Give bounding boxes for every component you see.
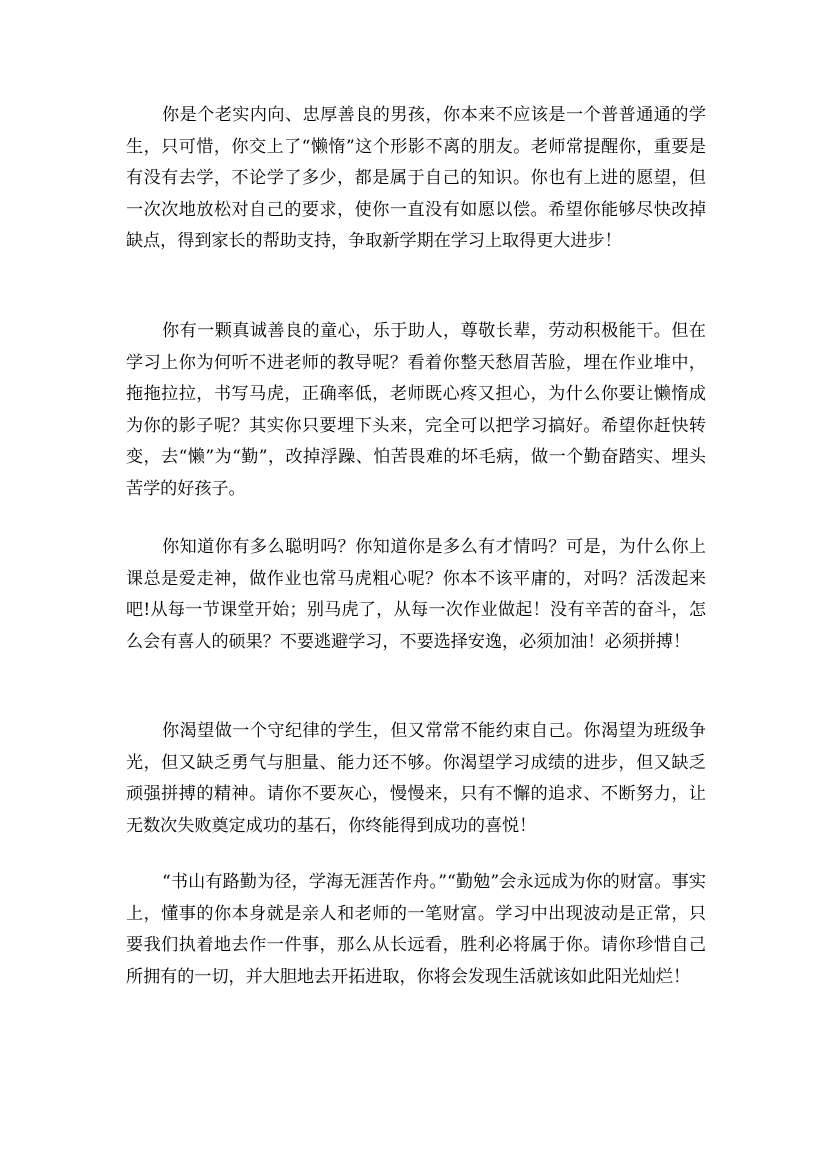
paragraph-4: 你渴望做一个守纪律的学生，但又常常不能约束自己。你渴望为班级争光，但又缺乏勇气与胆量、能力还不够。你渴望学习成绩的进步，但又缺乏顽强拼搏的精神。请你不要灰心，慢慢来，只有不懈的追求、不断努力，让无数次失败奠定成功的基石，你终能得到成功的喜悦！: [126, 721, 706, 836]
paragraph-3: 你知道你有多么聪明吗？你知道你是多么有才情吗？可是，为什么你上课总是爱走神，做作业也常马虎粗心呢？你本不该平庸的，对吗？活泼起来吧!从每一节课堂开始；别马虎了，从每一次作业做起！没有辛苦的奋斗，怎么会有喜人的硕果？不要逃避学习，不要选择安逸，必须加油！必须拼搏！: [126, 537, 706, 652]
paragraph-2: 你有一颗真诚善良的童心，乐于助人，尊敬长辈，劳动积极能干。但在学习上你为何听不进老师的教导呢？看着你整天愁眉苦脸，埋在作业堆中，拖拖拉拉，书写马虎，正确率低，老师既心疼又担心，为什么你要让懒惰成为你的影子呢？其实你只要埋下头来，完全可以把学习搞好。希望你赶快转变，去“懒”为“勤”，改掉浮躁、怕苦畏难的坏毛病，做一个勤奋踏实、埋头苦学的好孩子。: [126, 321, 706, 499]
paragraph-5: “书山有路勤为径，学海无涯苦作舟。”“勤勉”会永远成为你的财富。事实上，懂事的你本身就是亲人和老师的一笔财富。学习中出现波动是正常，只要我们执着地去作一件事，那么从长远看，胜利必将属于你。请你珍惜自己所拥有的一切，并大胆地去开拓进取，你将会发现生活就该如此阳光灿烂！: [126, 872, 706, 987]
paragraph-1: 你是个老实内向、忠厚善良的男孩，你本来不应该是一个普普通通的学生，只可惜，你交上了“懒惰”这个形影不离的朋友。老师常提醒你，重要是有没有去学，不论学了多少，都是属于自己的知识。你也有上进的愿望，但一次次地放松对自己的要求，使你一直没有如愿以偿。希望你能够尽快改掉缺点，得到家长的帮助支持，争取新学期在学习上取得更大进步！: [126, 105, 706, 251]
